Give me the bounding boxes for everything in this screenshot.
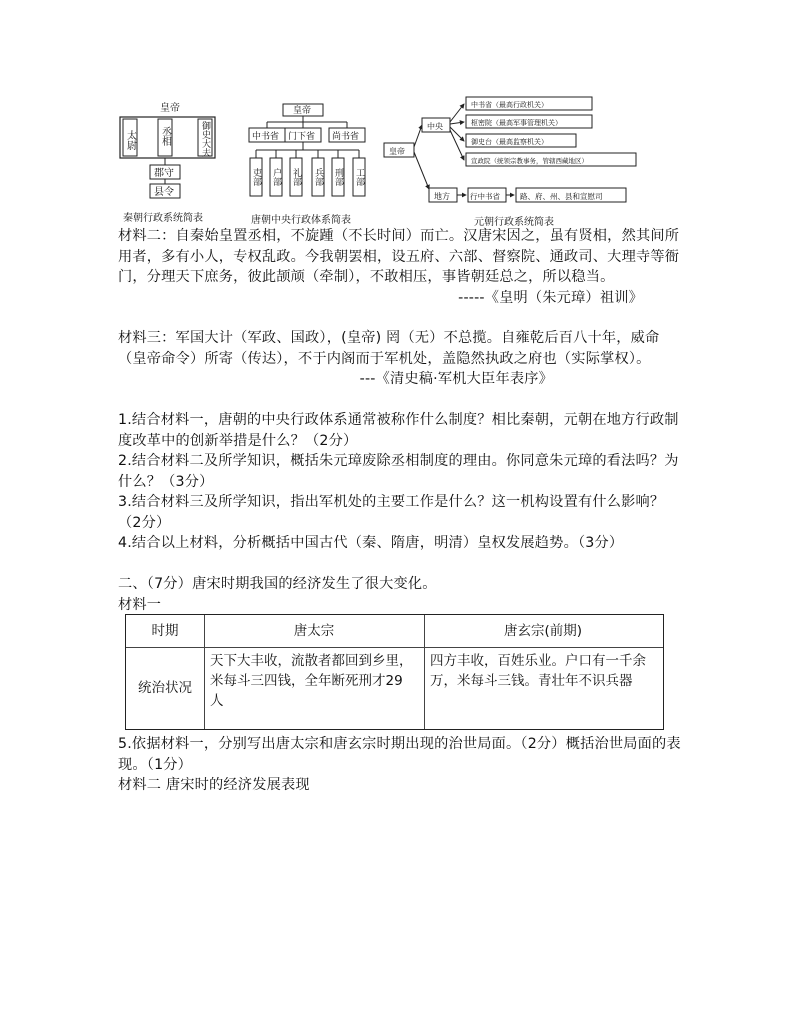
governance-table	[125, 614, 664, 730]
tang-dept-2: 门下省	[288, 132, 316, 142]
material-1-label: 材料一	[118, 596, 162, 613]
tang-ministry-2: 户部	[271, 168, 281, 186]
tang-ministry-1: 吏部	[251, 168, 261, 186]
qin-minister-2: 丞相	[159, 126, 171, 146]
question-4: 4.结合以上材料，分析概括中国古代（秦、隋唐，明清）皇权发展趋势。（3分）	[118, 535, 624, 551]
yuan-central-item-2: 枢密院（最高军事管理机关）	[471, 119, 562, 127]
yuan-central-item-4: 宣政院（统领宗教事务，管辖西藏地区）	[471, 157, 588, 165]
yuan-local-item: 行中书省	[470, 192, 500, 201]
question-5: 5.依据材料一，分别写出唐太宗和唐玄宗时期出现的治世局面。（2分）概括治世局面的表现。（1分）	[118, 736, 681, 773]
yuan-caption: 元朝行政系统简表	[474, 217, 554, 228]
material-2-label: 材料二 唐宋时的经济发展表现	[118, 777, 310, 793]
question-2: 2.结合材料二及所学知识，概括朱元璋废除丞相制度的理由。你同意朱元璋的看法吗？为什么？（3分）	[118, 453, 679, 490]
section-2-heading-block	[118, 574, 683, 615]
table-header-period: 时期	[151, 623, 179, 639]
yuan-central-item-3: 御史台（最高监察机关）	[471, 138, 548, 146]
tang-ministry-3: 礼部	[291, 168, 301, 186]
table-row-label: 统治状况	[138, 680, 192, 696]
qin-diagram	[118, 98, 223, 210]
tang-ministry-6: 工部	[354, 168, 364, 186]
tang-ministry-4: 兵部	[313, 168, 323, 186]
question-1: 1.结合材料一，唐朝的中央行政体系通常被称作什么制度？相比秦朝，元朝在地方行政制度改革中的创新举措是什么？（2分）	[118, 412, 679, 449]
material-2-source: -----《皇明（朱元璋）祖训》	[458, 289, 643, 306]
material-3	[118, 328, 683, 390]
qin-caption: 秦朝行政系统简表	[123, 213, 203, 224]
tang-emperor: 皇帝	[293, 106, 312, 116]
material-2-text: 材料二：自秦始皇置丞相，不旋踵（不长时间）而亡。汉唐宋因之，虽有贤相，然其间所用者，多有小人，专权乱政。今我朝罢相，设五府、六部、督察院、通政司、大理寺等衙门，分理天下庶务，彼此颉颃（牵制），不敢相压，事皆朝廷总之，所以稳当。	[118, 228, 680, 285]
tang-dept-3: 尚书省	[332, 132, 360, 142]
section-2-tail	[118, 734, 683, 796]
yuan-diagram	[380, 92, 640, 210]
qin-emperor: 皇帝	[160, 103, 180, 114]
qin-minister-3: 御史大夫	[200, 121, 210, 157]
yuan-central: 中央	[427, 122, 443, 131]
tang-caption: 唐朝中央行政体系简表	[251, 215, 351, 226]
question-3: 3.结合材料三及所学知识，指出军机处的主要工作是什么？这一机构设置有什么影响？（2分）	[118, 494, 665, 531]
tang-dept-1: 中书省	[252, 132, 280, 142]
yuan-emperor: 皇帝	[389, 147, 405, 156]
yuan-central-item-1: 中书省（最高行政机关）	[471, 101, 548, 109]
yuan-local: 地方	[434, 192, 450, 201]
material-3-source: ---《清史稿·军机大臣年表序》	[359, 371, 553, 387]
material-2	[118, 226, 683, 308]
table-header-taizong: 唐太宗	[293, 623, 335, 639]
table-cell-xuanzong: 四方丰收，百姓乐业。户口有一千余万，米每斗三钱。青壮年不识兵器	[430, 653, 646, 689]
table-header-xuanzong: 唐玄宗(前期)	[503, 623, 583, 639]
tang-diagram	[245, 102, 370, 202]
material-3-text: 材料三：军国大计（军政、国政），(皇帝) 罔（无）不总揽。自雍乾后百八十年，威命（皇帝命令）所寄（传达），不于内阁而于军机处，盖隐然执政之府也（实际掌权）。	[118, 330, 660, 367]
qin-minister-1: 太尉	[124, 130, 136, 150]
table-cell-taizong: 天下大丰收，流散者都回到乡里，米每斗三四钱，全年断死刑才29人	[210, 653, 413, 709]
yuan-local-units: 路、府、州、县和宣慰司	[520, 192, 603, 201]
questions-list	[118, 410, 683, 554]
tang-ministry-5: 刑部	[333, 168, 343, 186]
section-2-heading: 二、（7分）唐宋时期我国的经济发生了很大变化。	[118, 576, 437, 592]
qin-prefect: 郡守	[154, 168, 174, 179]
qin-county: 县令	[154, 187, 174, 198]
